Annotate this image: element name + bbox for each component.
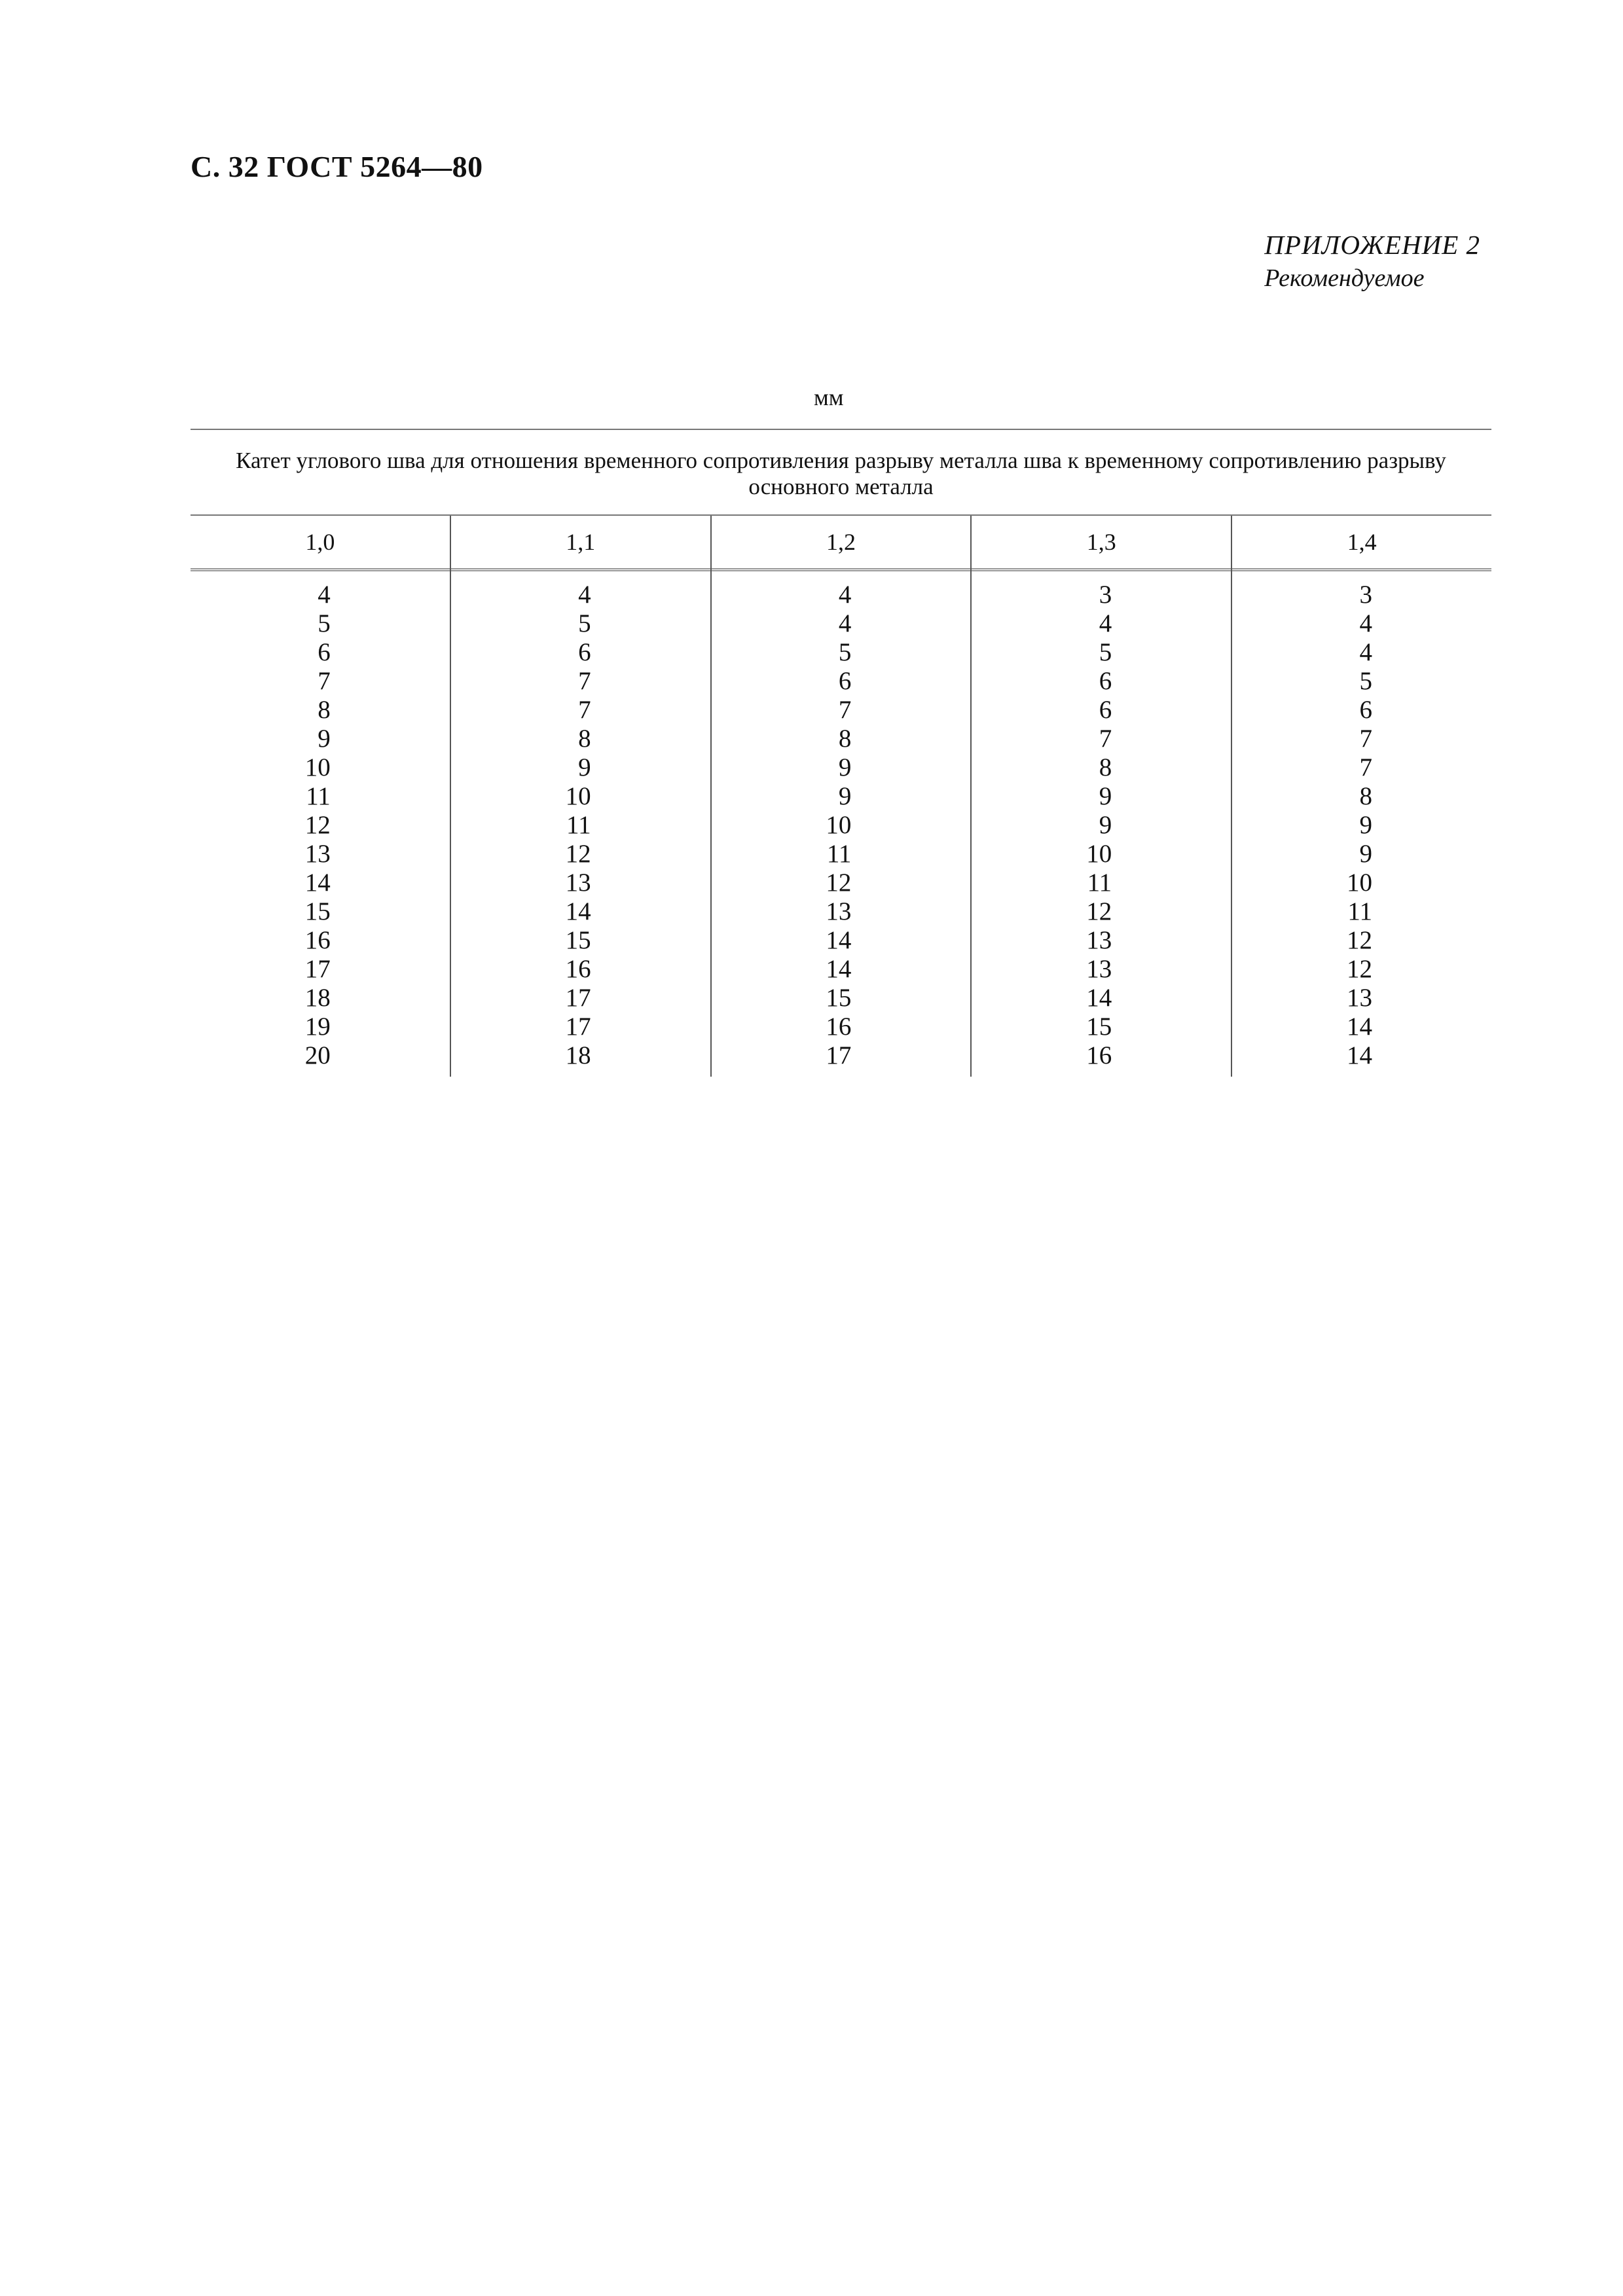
table-cell: 6 xyxy=(1359,696,1372,724)
table-cell: 9 xyxy=(1099,782,1112,810)
table-cell: 12 xyxy=(1086,897,1112,925)
table-cell: 14 xyxy=(1346,1041,1372,1069)
column-body xyxy=(451,571,710,1077)
table-cell: 10 xyxy=(304,753,331,781)
table-cell: 7 xyxy=(578,667,591,695)
table-cell: 17 xyxy=(565,1013,591,1041)
table-column xyxy=(1231,516,1491,1077)
table-cell: 12 xyxy=(565,840,591,868)
table-cell: 13 xyxy=(1346,984,1372,1012)
table-cell: 9 xyxy=(838,782,852,810)
table-cell: 3 xyxy=(1359,581,1372,609)
weld-leg-table xyxy=(191,429,1491,1077)
table-grid xyxy=(191,516,1491,1077)
table-cell: 19 xyxy=(304,1013,331,1041)
table-cell: 15 xyxy=(1086,1013,1112,1041)
table-cell: 17 xyxy=(304,955,331,983)
table-cell: 13 xyxy=(826,897,852,925)
table-cell: 8 xyxy=(838,725,852,753)
table-column xyxy=(191,516,450,1077)
table-cell: 5 xyxy=(318,609,331,637)
table-cell: 14 xyxy=(304,869,331,897)
table-caption: Катет углового шва для отношения временного сопротивления разрыву металла шва к временному сопротивлению разрыву основного металла xyxy=(191,430,1491,516)
table-cell: 9 xyxy=(578,753,591,781)
table-cell: 7 xyxy=(838,696,852,724)
table-cell: 14 xyxy=(826,926,852,954)
table-cell: 9 xyxy=(1359,811,1372,839)
table-cell: 6 xyxy=(838,667,852,695)
column-body xyxy=(712,571,971,1077)
table-cell: 3 xyxy=(1099,581,1112,609)
appendix-title: ПРИЛОЖЕНИЕ 2 xyxy=(1264,230,1480,260)
table-cell: 5 xyxy=(1099,638,1112,666)
table-cell: 15 xyxy=(565,926,591,954)
table-cell: 16 xyxy=(826,1013,852,1041)
table-column xyxy=(710,516,971,1077)
table-cell: 11 xyxy=(306,782,331,810)
table-cell: 9 xyxy=(1359,840,1372,868)
table-cell: 7 xyxy=(1099,725,1112,753)
table-cell: 16 xyxy=(565,955,591,983)
table-cell: 11 xyxy=(1347,897,1372,925)
table-cell: 7 xyxy=(578,696,591,724)
table-cell: 4 xyxy=(318,581,331,609)
table-cell: 18 xyxy=(304,984,331,1012)
table-cell: 9 xyxy=(838,753,852,781)
table-cell: 8 xyxy=(1359,782,1372,810)
table-cell: 7 xyxy=(1359,753,1372,781)
table-cell: 13 xyxy=(304,840,331,868)
table-column xyxy=(970,516,1231,1077)
table-cell: 17 xyxy=(565,984,591,1012)
table-cell: 12 xyxy=(1346,926,1372,954)
appendix-label xyxy=(1264,228,1480,295)
table-cell: 6 xyxy=(578,638,591,666)
column-body xyxy=(1232,571,1491,1077)
table-cell: 14 xyxy=(1086,984,1112,1012)
table-cell: 13 xyxy=(1086,955,1112,983)
table-cell: 12 xyxy=(1346,955,1372,983)
table-cell: 13 xyxy=(565,869,591,897)
table-cell: 7 xyxy=(1359,725,1372,753)
table-cell: 8 xyxy=(318,696,331,724)
table-cell: 11 xyxy=(566,811,591,839)
table-cell: 4 xyxy=(1099,609,1112,637)
column-body xyxy=(972,571,1231,1077)
table-cell: 12 xyxy=(826,869,852,897)
table-cell: 12 xyxy=(304,811,331,839)
table-units: мм xyxy=(814,384,844,410)
table-cell: 10 xyxy=(826,811,852,839)
table-cell: 11 xyxy=(826,840,852,868)
table-cell: 5 xyxy=(838,638,852,666)
table-cell: 4 xyxy=(1359,609,1372,637)
column-body xyxy=(191,571,450,1077)
table-cell: 4 xyxy=(1359,638,1372,666)
table-cell: 16 xyxy=(1086,1041,1112,1069)
table-cell: 20 xyxy=(304,1041,331,1069)
table-cell: 7 xyxy=(318,667,331,695)
table-cell: 10 xyxy=(1346,869,1372,897)
table-column xyxy=(450,516,710,1077)
table-cell: 15 xyxy=(826,984,852,1012)
table-cell: 9 xyxy=(318,725,331,753)
table-cell: 6 xyxy=(318,638,331,666)
table-cell: 6 xyxy=(1099,667,1112,695)
table-cell: 5 xyxy=(578,609,591,637)
column-header: 1,3 xyxy=(972,516,1231,571)
table-cell: 18 xyxy=(565,1041,591,1069)
table-cell: 17 xyxy=(826,1041,852,1069)
table-cell: 11 xyxy=(1087,869,1112,897)
table-cell: 4 xyxy=(578,581,591,609)
table-cell: 10 xyxy=(565,782,591,810)
table-cell: 13 xyxy=(1086,926,1112,954)
table-cell: 15 xyxy=(304,897,331,925)
table-cell: 14 xyxy=(1346,1013,1372,1041)
column-header: 1,0 xyxy=(191,516,450,571)
table-cell: 9 xyxy=(1099,811,1112,839)
column-header: 1,1 xyxy=(451,516,710,571)
table-cell: 4 xyxy=(838,581,852,609)
table-cell: 10 xyxy=(1086,840,1112,868)
table-cell: 4 xyxy=(838,609,852,637)
table-cell: 5 xyxy=(1359,667,1372,695)
table-cell: 16 xyxy=(304,926,331,954)
column-header: 1,4 xyxy=(1232,516,1491,571)
table-cell: 14 xyxy=(826,955,852,983)
table-cell: 8 xyxy=(578,725,591,753)
table-cell: 6 xyxy=(1099,696,1112,724)
table-cell: 8 xyxy=(1099,753,1112,781)
column-header: 1,2 xyxy=(712,516,971,571)
table-cell: 14 xyxy=(565,897,591,925)
appendix-status: Рекомендуемое xyxy=(1264,264,1425,292)
page-header: С. 32 ГОСТ 5264—80 xyxy=(191,150,483,183)
